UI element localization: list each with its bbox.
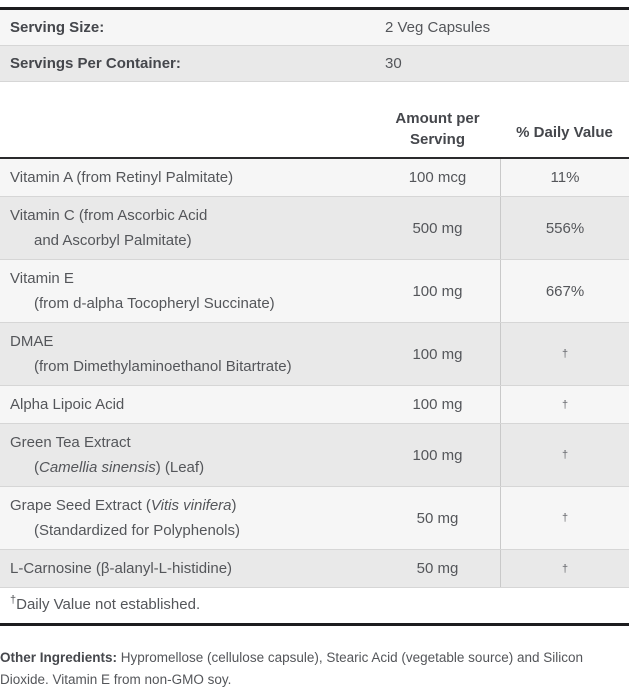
- daily-value-cell: 556%: [500, 197, 629, 259]
- serving-size-row: [0, 10, 629, 46]
- amount-per-serving-value: 100 mcg: [408, 169, 467, 186]
- daily-value-cell: †: [500, 323, 629, 385]
- ingredient-name: L-Carnosine (β-alanyl-L-histidine): [10, 560, 233, 577]
- ingredient-name: Vitamin C (from Ascorbic Acid and Ascorbyl Palmitate): [10, 207, 208, 249]
- daily-value-header: % Daily Value: [516, 124, 613, 141]
- table-row: [0, 424, 629, 487]
- serving-size-value: 2 Veg Capsules: [385, 19, 491, 36]
- amount-per-serving-value: 100 mg: [412, 446, 463, 464]
- ingredient-name: Green Tea Extract (Camellia sinensis) (Leaf): [10, 434, 205, 476]
- ingredient-name: Alpha Lipoic Acid: [10, 396, 125, 413]
- daily-value-cell: 667%: [500, 260, 629, 322]
- daily-value-cell: 11%: [500, 159, 629, 196]
- amount-per-serving-value: 100 mg: [412, 282, 463, 300]
- servings-per-container-value: 30: [385, 55, 402, 72]
- supplement-facts-panel: [0, 7, 629, 691]
- table-row: [0, 260, 629, 323]
- serving-info-table: [0, 7, 629, 82]
- table-row: [0, 197, 629, 260]
- amount-per-serving-value: 100 mg: [412, 345, 463, 363]
- table-row: [0, 323, 629, 386]
- footnote-text: Daily Value not established.: [16, 596, 201, 613]
- other-ingredients-text: Hypromellose (cellulose capsule), Stearic Acid (vegetable source) and Silicon Dioxide. Vitamin E from non-GMO soy.: [0, 650, 583, 687]
- table-row: [0, 487, 629, 550]
- nutrient-table: [0, 157, 629, 626]
- amount-per-serving-value: 500 mg: [412, 219, 463, 237]
- table-row: [0, 386, 629, 424]
- ingredient-name: Vitamin A (from Retinyl Palmitate): [10, 169, 234, 186]
- dagger-symbol: †: [10, 594, 17, 606]
- servings-per-container-label: Servings Per Container:: [10, 55, 181, 72]
- ingredient-name: Vitamin E (from d-alpha Tocopheryl Succinate): [10, 270, 275, 312]
- daily-value-cell: †: [500, 386, 629, 423]
- daily-value-cell: †: [500, 550, 629, 587]
- amount-per-serving-value: 50 mg: [416, 509, 459, 527]
- amount-header-line1: Amount per: [395, 110, 480, 127]
- amount-header-line2: Serving: [409, 131, 466, 148]
- amount-per-serving-value: 50 mg: [416, 560, 459, 577]
- other-ingredients-label: Other Ingredients:: [0, 650, 118, 665]
- daily-value-cell: †: [500, 487, 629, 549]
- table-header: [0, 82, 629, 157]
- daily-value-footnote: [0, 588, 629, 623]
- nutrient-table-body: [0, 159, 629, 588]
- serving-size-label: Serving Size:: [10, 19, 105, 36]
- daily-value-cell: †: [500, 424, 629, 486]
- table-row: [0, 159, 629, 197]
- other-ingredients: [0, 647, 629, 691]
- ingredient-name: Grape Seed Extract (Vitis vinifera) (Standardized for Polyphenols): [10, 497, 240, 539]
- table-row: [0, 550, 629, 588]
- ingredient-name: DMAE (from Dimethylaminoethanol Bitartrate): [10, 333, 292, 375]
- servings-per-container-row: [0, 46, 629, 82]
- amount-per-serving-header: [375, 108, 500, 157]
- amount-per-serving-value: 100 mg: [412, 396, 463, 413]
